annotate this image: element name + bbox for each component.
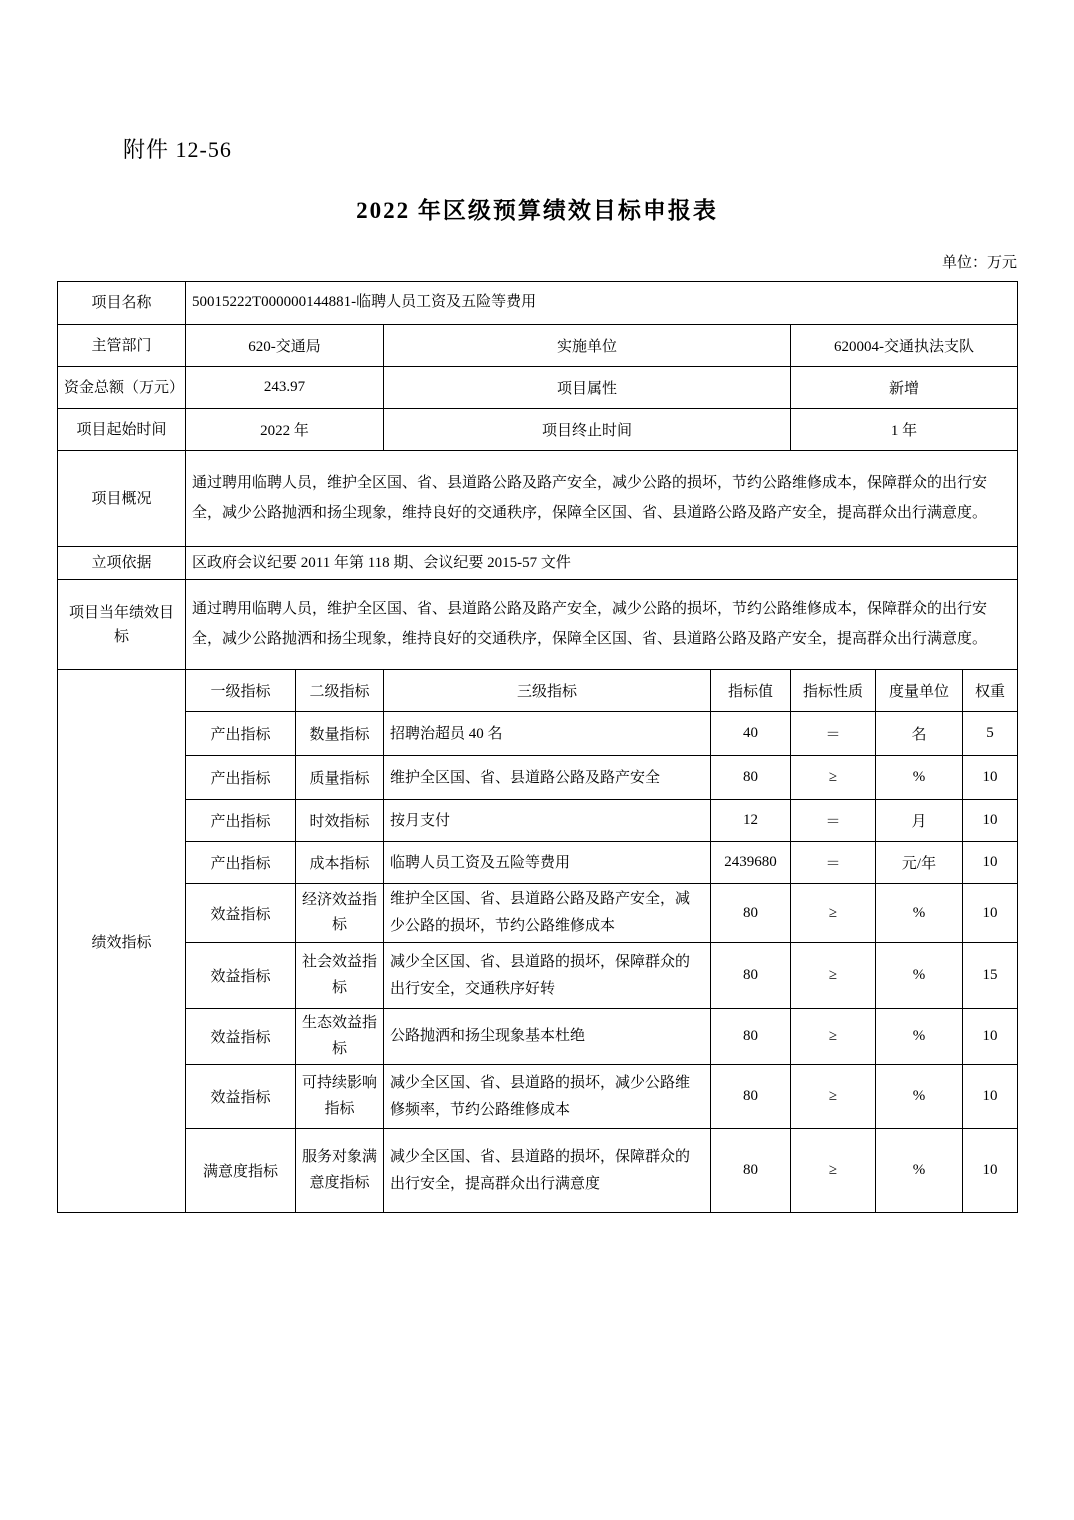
value-cell: 80 <box>711 756 791 800</box>
unit-note: 单位：万元 <box>941 255 1017 271</box>
nature-cell: ＝ <box>791 800 876 842</box>
indicator-header-row <box>58 670 1018 712</box>
header-value: 指标值 <box>711 670 791 712</box>
end-label: 项目终止时间 <box>384 409 791 451</box>
row-dates <box>58 409 1018 451</box>
value-cell: 2439680 <box>711 842 791 884</box>
indicator-row-3 <box>58 800 1018 842</box>
nature-cell: ≥ <box>791 884 876 943</box>
weight-cell: 10 <box>963 884 1018 943</box>
goal-text: 通过聘用临聘人员，维护全区国、省、县道路公路及路产安全，减少公路的损坏，节约公路维修成本，保障群众的出行安全，减少公路抛洒和扬尘现象，维持良好的交通秩序，保障全区国、省、县道路公路及路产安全，提高群众出行满意度。 <box>186 580 1018 670</box>
weight-cell: 10 <box>963 1009 1018 1065</box>
indicator-row-4 <box>58 842 1018 884</box>
level2-cell: 时效指标 <box>296 800 384 842</box>
total-fund-label: 资金总额（万元） <box>58 367 186 409</box>
weight-cell: 10 <box>963 800 1018 842</box>
level1-cell: 产出指标 <box>186 712 296 756</box>
weight-cell: 10 <box>963 1129 1018 1213</box>
unit-cell: % <box>876 884 963 943</box>
declaration-table <box>57 281 1018 1213</box>
start-value: 2022 年 <box>186 409 384 451</box>
level3-cell: 按月支付 <box>384 800 711 842</box>
weight-cell: 15 <box>963 943 1018 1009</box>
indicator-row-8 <box>58 1065 1018 1129</box>
project-name-label: 项目名称 <box>58 282 186 325</box>
level2-cell: 生态效益指标 <box>296 1009 384 1065</box>
level1-cell: 产出指标 <box>186 842 296 884</box>
indicators-section-label: 绩效指标 <box>58 670 186 1213</box>
row-funds <box>58 367 1018 409</box>
page-title: 2022 年区级预算绩效目标申报表 <box>356 198 718 223</box>
project-name-value: 50015222T000000144881-临聘人员工资及五险等费用 <box>186 282 1018 325</box>
impl-unit-value: 620004-交通执法支队 <box>791 325 1018 367</box>
level3-cell: 减少全区国、省、县道路的损坏，减少公路维修频率，节约公路维修成本 <box>384 1065 711 1129</box>
unit-cell: % <box>876 1065 963 1129</box>
unit-cell: % <box>876 1129 963 1213</box>
indicator-row-6 <box>58 943 1018 1009</box>
level2-cell: 服务对象满意度指标 <box>296 1129 384 1213</box>
header-level2: 二级指标 <box>296 670 384 712</box>
nature-cell: ≥ <box>791 1009 876 1065</box>
attr-label: 项目属性 <box>384 367 791 409</box>
overview-text: 通过聘用临聘人员，维护全区国、省、县道路公路及路产安全，减少公路的损坏，节约公路维修成本，保障群众的出行安全，减少公路抛洒和扬尘现象，维持良好的交通秩序，保障全区国、省、县道路公路及路产安全，提高群众出行满意度。 <box>186 451 1018 547</box>
level1-cell: 效益指标 <box>186 884 296 943</box>
unit-cell: 名 <box>876 712 963 756</box>
level2-cell: 经济效益指标 <box>296 884 384 943</box>
unit-cell: % <box>876 1009 963 1065</box>
level2-cell: 成本指标 <box>296 842 384 884</box>
level2-cell: 质量指标 <box>296 756 384 800</box>
dept-label: 主管部门 <box>58 325 186 367</box>
attachment-number: 附件 12-56 <box>123 137 232 162</box>
indicator-row-1 <box>58 712 1018 756</box>
level1-cell: 效益指标 <box>186 1009 296 1065</box>
level3-cell: 维护全区国、省、县道路公路及路产安全，减少公路的损坏，节约公路维修成本 <box>384 884 711 943</box>
value-cell: 40 <box>711 712 791 756</box>
end-value: 1 年 <box>791 409 1018 451</box>
basis-text: 区政府会议纪要 2011 年第 118 期、会议纪要 2015-57 文件 <box>186 547 1018 580</box>
unit-cell: 月 <box>876 800 963 842</box>
header-weight: 权重 <box>963 670 1018 712</box>
header-level1: 一级指标 <box>186 670 296 712</box>
weight-cell: 5 <box>963 712 1018 756</box>
nature-cell: ≥ <box>791 756 876 800</box>
row-overview <box>58 451 1018 547</box>
header-nature: 指标性质 <box>791 670 876 712</box>
value-cell: 80 <box>711 943 791 1009</box>
overview-label: 项目概况 <box>58 451 186 547</box>
nature-cell: ＝ <box>791 842 876 884</box>
level3-cell: 减少全区国、省、县道路的损坏，保障群众的出行安全，交通秩序好转 <box>384 943 711 1009</box>
value-cell: 80 <box>711 1009 791 1065</box>
value-cell: 80 <box>711 1129 791 1213</box>
dept-value: 620-交通局 <box>186 325 384 367</box>
unit-cell: % <box>876 943 963 1009</box>
level3-cell: 招聘治超员 40 名 <box>384 712 711 756</box>
row-department <box>58 325 1018 367</box>
level1-cell: 产出指标 <box>186 800 296 842</box>
value-cell: 80 <box>711 884 791 943</box>
indicator-row-7 <box>58 1009 1018 1065</box>
header-level3: 三级指标 <box>384 670 711 712</box>
row-project-name <box>58 282 1018 325</box>
basis-label: 立项依据 <box>58 547 186 580</box>
indicator-row-5 <box>58 884 1018 943</box>
weight-cell: 10 <box>963 756 1018 800</box>
nature-cell: ＝ <box>791 712 876 756</box>
impl-unit-label: 实施单位 <box>384 325 791 367</box>
nature-cell: ≥ <box>791 943 876 1009</box>
level3-cell: 临聘人员工资及五险等费用 <box>384 842 711 884</box>
row-basis <box>58 547 1018 580</box>
unit-cell: 元/年 <box>876 842 963 884</box>
level1-cell: 产出指标 <box>186 756 296 800</box>
level2-cell: 社会效益指标 <box>296 943 384 1009</box>
unit-cell: % <box>876 756 963 800</box>
level3-cell: 公路抛洒和扬尘现象基本杜绝 <box>384 1009 711 1065</box>
indicator-row-2 <box>58 756 1018 800</box>
level3-cell: 减少全区国、省、县道路的损坏，保障群众的出行安全，提高群众出行满意度 <box>384 1129 711 1213</box>
header-unit: 度量单位 <box>876 670 963 712</box>
level1-cell: 效益指标 <box>186 943 296 1009</box>
weight-cell: 10 <box>963 1065 1018 1129</box>
nature-cell: ≥ <box>791 1065 876 1129</box>
level2-cell: 可持续影响指标 <box>296 1065 384 1129</box>
level2-cell: 数量指标 <box>296 712 384 756</box>
level1-cell: 效益指标 <box>186 1065 296 1129</box>
nature-cell: ≥ <box>791 1129 876 1213</box>
goal-label: 项目当年绩效目标 <box>58 580 186 670</box>
weight-cell: 10 <box>963 842 1018 884</box>
start-label: 项目起始时间 <box>58 409 186 451</box>
level1-cell: 满意度指标 <box>186 1129 296 1213</box>
row-goal <box>58 580 1018 670</box>
total-fund-value: 243.97 <box>186 367 384 409</box>
value-cell: 80 <box>711 1065 791 1129</box>
value-cell: 12 <box>711 800 791 842</box>
indicator-row-9 <box>58 1129 1018 1213</box>
attr-value: 新增 <box>791 367 1018 409</box>
level3-cell: 维护全区国、省、县道路公路及路产安全 <box>384 756 711 800</box>
